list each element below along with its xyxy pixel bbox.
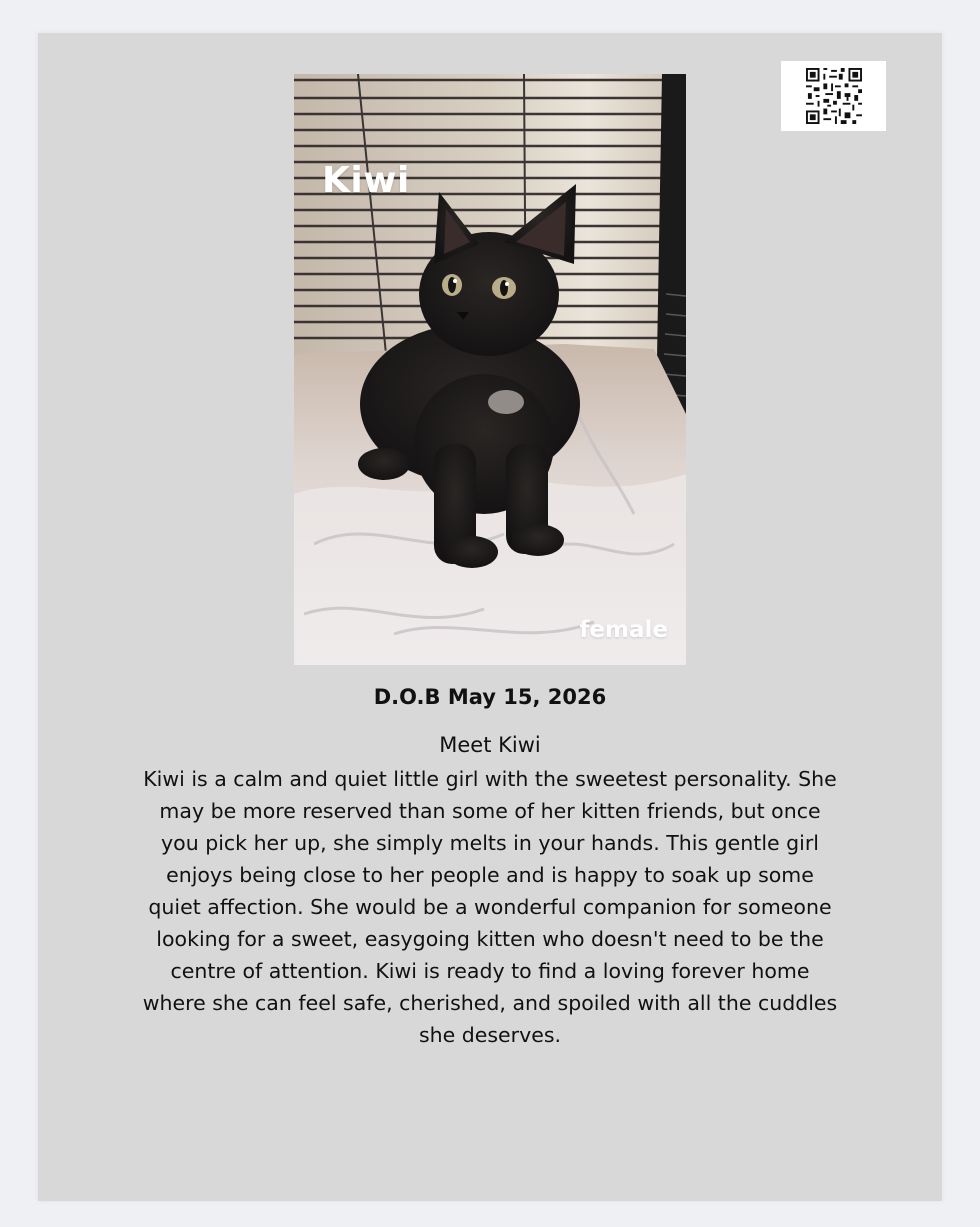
- photo-name-label: Kiwi: [322, 160, 410, 201]
- date-of-birth: D.O.B May 15, 2026: [373, 685, 607, 709]
- adoption-flyer: [38, 33, 942, 1201]
- bio-heading: Meet Kiwi: [439, 733, 541, 757]
- kitten-photo: [294, 74, 686, 665]
- photo-sex-label: female: [579, 617, 668, 643]
- qr-code[interactable]: [781, 61, 886, 131]
- qr-code-icon: [806, 68, 862, 124]
- bio-text: Kiwi is a calm and quiet little girl with the sweetest personality. She may be more reserved than some of her kitten friends, but once you pick her up, she simply melts in your hands. This gentle girl enjoys being close to her people and is happy to soak up some quiet affection. She would be a wonderful companion for someone looking for a sweet, easygoing kitten who doesn't need to be the centre of attention. Kiwi is ready to find a loving forever home where she can feel safe, cherished, and spoiled with all the cuddles she deserves.: [142, 767, 838, 1047]
